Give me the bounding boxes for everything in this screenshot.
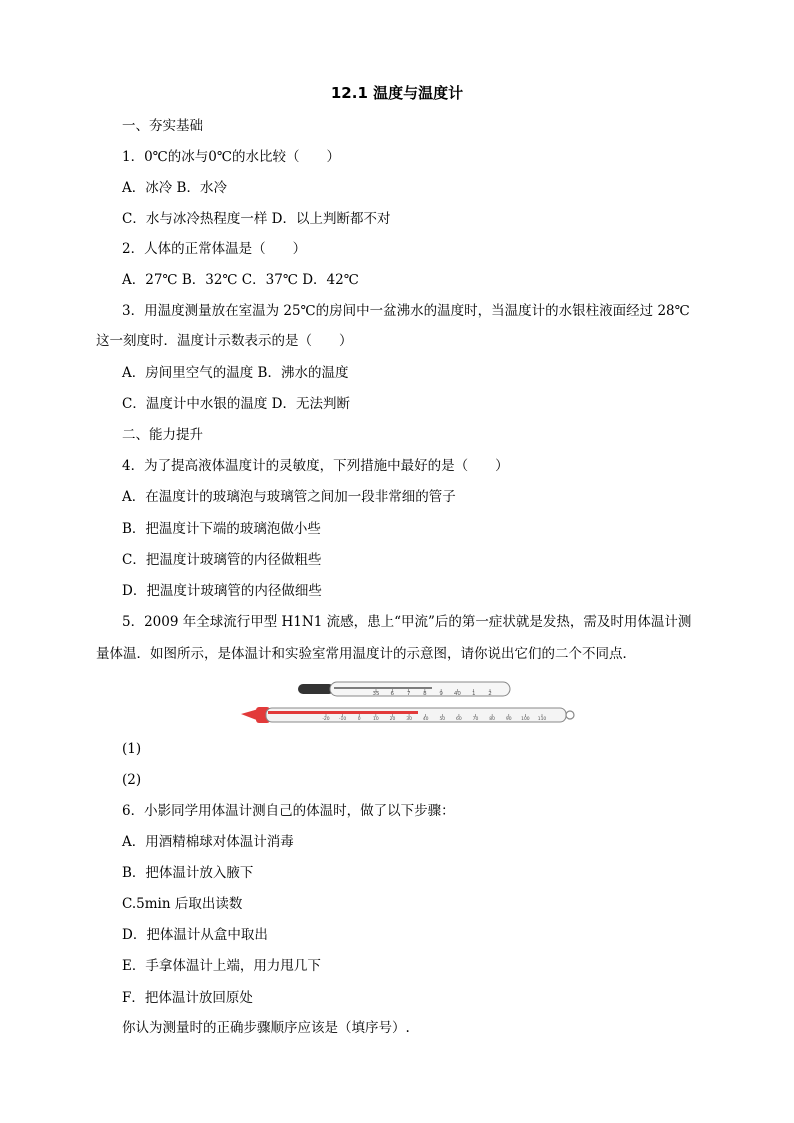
- clinical-tick-label: 6: [390, 691, 395, 697]
- q6-step-d: D．把体温计从盒中取出: [122, 927, 268, 943]
- lab-tick-label: 0: [357, 717, 361, 722]
- lab-hang-loop: [566, 711, 574, 719]
- clinical-tick-label: 8: [423, 691, 427, 697]
- lab-mercury: [268, 711, 418, 714]
- lab-tick-label: 110: [537, 717, 547, 722]
- q6-stem: 6．小影同学用体温计测自己的体温时，做了以下步骤：: [122, 803, 455, 819]
- q3-options-cd: C．温度计中水银的温度 D．无法判断: [122, 396, 350, 412]
- q2-stem: 2．人体的正常体温是（ ）: [122, 241, 307, 257]
- q5-answer-2: (2): [122, 772, 142, 788]
- clinical-tick-label: 7: [406, 691, 411, 697]
- lab-thermometer: [241, 707, 574, 723]
- clinical-tick-label: 35: [372, 691, 380, 697]
- q4-option-a: A．在温度计的玻璃泡与玻璃管之间加一段非常细的管子: [122, 489, 456, 505]
- q6-step-a: A．用酒精棉球对体温计消毒: [122, 834, 294, 850]
- lab-tick-label: -10: [338, 717, 347, 722]
- clinical-bulb: [298, 684, 334, 694]
- q6-step-f: F．把体温计放回原处: [122, 990, 253, 1006]
- lab-tick-label: 100: [521, 717, 530, 722]
- lab-tick-label: 20: [389, 717, 396, 722]
- q2-options: A．27℃ B．32℃ C．37℃ D．42℃: [122, 272, 359, 288]
- q3-stem-line2: 这一刻度时．温度计示数表示的是（ ）: [96, 333, 353, 349]
- q4-stem: 4．为了提高液体温度计的灵敏度，下列措施中最好的是（ ）: [122, 458, 509, 474]
- lab-tick-label: 60: [456, 717, 462, 722]
- lab-tick-label: 50: [439, 717, 446, 722]
- clinical-tick-label: 9: [439, 691, 443, 697]
- lab-tick-label: 40: [422, 717, 429, 722]
- clinical-thermometer: [298, 682, 510, 697]
- q3-options-ab: A．房间里空气的温度 B．沸水的温度: [122, 365, 349, 381]
- lab-tick-label: 80: [489, 717, 496, 722]
- section-heading-basics: 一、夯实基础: [122, 118, 203, 134]
- q6-step-b: B．把体温计放入腋下: [122, 865, 254, 881]
- q6-ask: 你认为测量时的正确步骤顺序应该是（填序号）.: [122, 1020, 410, 1036]
- lab-tick-label: 90: [505, 717, 512, 722]
- q5-answer-1: (1): [122, 741, 142, 757]
- lab-tick-label: 30: [406, 717, 412, 722]
- q4-option-d: D．把温度计玻璃管的内径做细些: [122, 583, 322, 599]
- q3-stem-line1: 3．用温度测量放在室温为 25℃的房间中一盆沸水的温度时，当温度计的水银柱液面经过 28℃: [122, 303, 690, 319]
- page-title: 12.1 温度与温度计: [330, 84, 464, 102]
- q4-option-c: C．把温度计玻璃管的内径做粗些: [122, 552, 322, 568]
- q6-step-e: E．手拿体温计上端，用力甩几下: [122, 958, 321, 974]
- lab-tick-label: -20: [322, 717, 330, 722]
- lab-tick-label: 70: [472, 717, 479, 722]
- q6-step-c: C.5min 后取出读数: [122, 896, 243, 912]
- lab-tick-label: 10: [372, 717, 379, 722]
- q4-option-b: B．把温度计下端的玻璃泡做小些: [122, 521, 321, 537]
- clinical-tick-label: 1: [471, 691, 476, 697]
- clinical-tube: [330, 682, 510, 696]
- clinical-tick-label: 40: [453, 691, 461, 697]
- q1-stem: 1．0℃的冰与0℃的水比较（ ）: [122, 149, 340, 165]
- q5-stem-line1: 5．2009 年全球流行甲型 H1N1 流感，患上“甲流”后的第一症状就是发热，需及时用体温计测: [122, 614, 692, 630]
- q1-options-ab: A．冰冷 B．水冷: [122, 180, 227, 196]
- q5-stem-line2: 量体温．如图所示，是体温计和实验室常用温度计的示意图，请你说出它们的二个不同点．: [96, 646, 636, 662]
- section-heading-improve: 二、能力提升: [122, 427, 203, 443]
- clinical-tick-label: 2: [488, 691, 492, 697]
- q1-options-cd: C．水与冰冷热程度一样 D．以上判断都不对: [122, 211, 391, 227]
